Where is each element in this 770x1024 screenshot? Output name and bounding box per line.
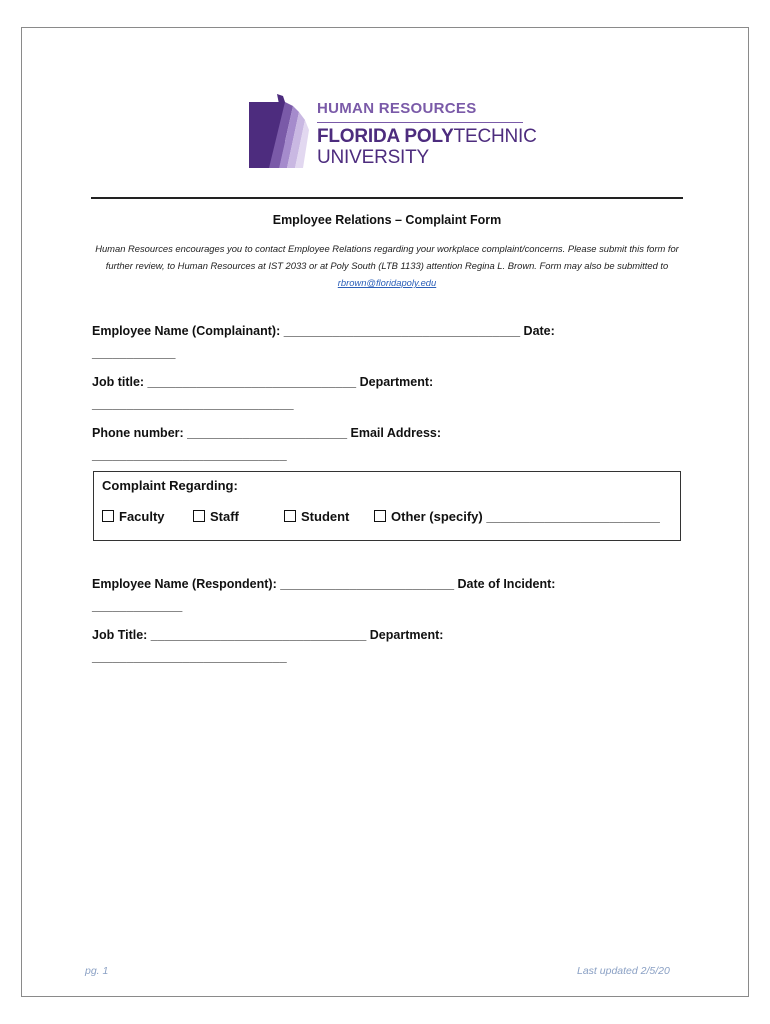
intro-paragraph <box>88 240 686 291</box>
respondent-job-line[interactable]: Job Title: _______________________________ Department: <box>92 628 444 642</box>
form-title: Employee Relations – Complaint Form <box>272 213 502 227</box>
page-number: pg. 1 <box>85 965 109 977</box>
respondent-name-line[interactable]: Employee Name (Respondent): _________________________ Date of Incident: <box>92 577 556 591</box>
complaint-regarding-title: Complaint Regarding: <box>102 478 238 493</box>
complainant-job-line[interactable]: Job title: ______________________________ Department: <box>92 375 434 389</box>
logo-name-line2: UNIVERSITY <box>317 147 430 168</box>
email-link[interactable]: rbrown@floridapoly.edu <box>337 277 437 288</box>
option-faculty[interactable] <box>102 509 165 524</box>
header-divider <box>91 197 683 199</box>
option-student[interactable] <box>284 509 349 524</box>
last-updated: Last updated 2/5/20 <box>577 965 670 977</box>
option-staff[interactable] <box>193 509 239 524</box>
option-label: Faculty <box>119 509 165 524</box>
complainant-email-line[interactable]: ____________________________ <box>92 448 287 462</box>
logo-name <box>317 126 537 148</box>
option-label: Staff <box>210 509 239 524</box>
logo-name-bold: FLORIDA POLY <box>317 126 454 147</box>
complainant-phone-line[interactable]: Phone number: _______________________ Email Address: <box>92 426 442 440</box>
checkbox-icon[interactable] <box>102 510 114 522</box>
option-other[interactable] <box>374 509 660 524</box>
complaint-regarding-box <box>93 471 681 541</box>
intro-text: Human Resources encourages you to contact Employee Relations regarding your workplace complaint/concerns. Please submit this form for further review, to Human Resources at IST 2033 or at Poly South (LTB 1133) attention Regina L. Brown. Form may also be submitted to <box>95 243 679 271</box>
university-logo <box>249 94 539 168</box>
complainant-department-line[interactable]: _____________________________ <box>92 397 294 411</box>
checkbox-icon[interactable] <box>193 510 205 522</box>
checkbox-icon[interactable] <box>374 510 386 522</box>
respondent-department-line[interactable]: ____________________________ <box>92 650 287 664</box>
logo-mark-icon <box>249 94 315 168</box>
option-label: Student <box>301 509 350 524</box>
complainant-date-line[interactable]: ____________ <box>92 346 176 360</box>
logo-department: HUMAN RESOURCES <box>317 100 477 117</box>
respondent-incident-date-line[interactable]: _____________ <box>92 599 183 613</box>
form-page <box>21 27 749 997</box>
option-label: Other (specify) ________________________ <box>391 509 660 524</box>
checkbox-icon[interactable] <box>284 510 296 522</box>
complainant-name-line[interactable]: Employee Name (Complainant): __________________________________ Date: <box>92 324 555 338</box>
logo-name-regular: TECHNIC <box>453 126 537 147</box>
logo-divider <box>317 122 523 123</box>
